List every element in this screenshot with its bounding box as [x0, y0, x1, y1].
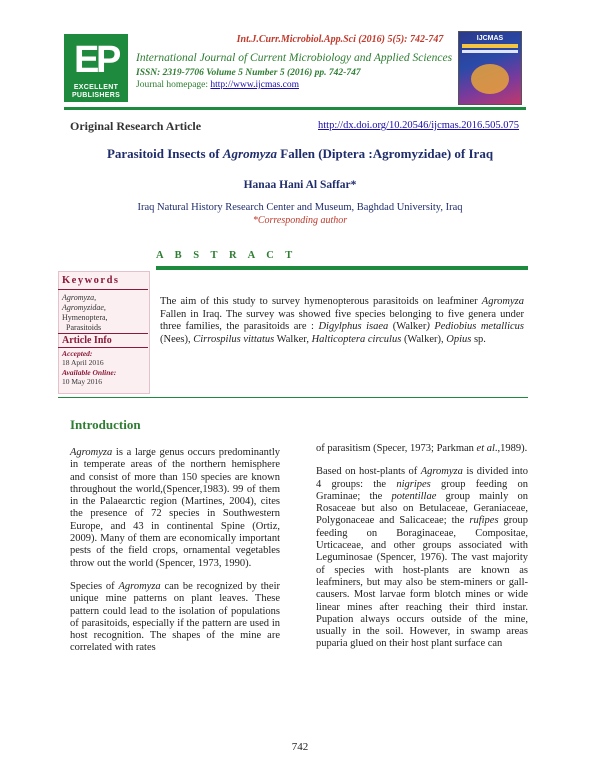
keyword-item: Agromyzidae, — [62, 303, 106, 312]
cover-label: IJCMAS — [476, 35, 504, 42]
cover-stripe-2 — [462, 50, 518, 53]
introduction-heading: Introduction — [70, 417, 141, 432]
article-type: Original Research Article — [70, 119, 202, 133]
abstract-heading: A B S T R A C T — [156, 250, 297, 261]
publisher-logo-caption: EXCELLENT PUBLISHERS — [71, 84, 121, 99]
body-column-right — [316, 443, 528, 662]
abstract-bottom-rule — [58, 397, 528, 398]
article-info-divider-bottom — [58, 347, 148, 348]
logo-letter-p: P — [96, 39, 122, 81]
article-title: Parasitoid Insects of Agromyza Fallen (Diptera :Agromyzidae) of Iraq — [106, 146, 494, 161]
article-info-divider-top — [58, 333, 148, 334]
keywords-list — [62, 293, 146, 333]
corresponding-author: *Corresponding author — [252, 215, 348, 226]
keyword-item: Hymenoptera, — [62, 313, 108, 322]
page-number: 742 — [291, 741, 309, 753]
article-info-heading: Article Info — [62, 335, 112, 346]
journal-homepage: Journal homepage: http://www.ijcmas.com — [136, 80, 299, 90]
cover-stripe — [462, 44, 518, 48]
abstract-text: The aim of this study to survey hymenopterous parasitoids on leafminer Agromyza Fallen in Iraq. The survey was showed five species belonging to five genera under three families, the parasitoids are : Digylphus isaea (Walker) Pediobius metallicus (Nees), Cirrospilus vittatus Walker, Halticoptera circulus (Walker), Opius sp. — [160, 296, 524, 345]
abstract-rule — [156, 266, 528, 270]
publisher-logo — [64, 34, 128, 102]
homepage-link[interactable]: http://www.ijcmas.com — [210, 80, 299, 90]
article-info-dates — [62, 349, 146, 387]
keywords-divider — [58, 289, 148, 290]
author-name: Hanaa Hani Al Saffar* — [243, 179, 357, 191]
keyword-item: Parasitoids — [66, 323, 102, 332]
body-column-left — [70, 447, 280, 666]
paragraph: Agromyza is a large genus occurs predominantly in temperate areas of the northern hemisphere and consist of more than 150 species are known throughout the world,(Spencer,1983). 99 of them in the Palaearctic region (Martines, 2004), cites the presence of 72 species in Southwestern Europe, and 43 in continental Spine (Ortiz, 2009). Many of them are economically important pests of the field crops, ornamental vegetables throw out the world (Spencer, 1973, 1990). — [70, 447, 280, 569]
journal-reference: Int.J.Curr.Microbiol.App.Sci (2016) 5(5): 742-747 — [236, 34, 444, 45]
keyword-item: Agromyza, — [62, 293, 97, 302]
keywords-heading: Keywords — [62, 275, 120, 286]
author-affiliation: Iraq Natural History Research Center and Museum, Baghdad University, Iraq — [137, 202, 463, 213]
paragraph: of parasitism (Specer, 1973; Parkman et al.,1989). — [316, 443, 528, 454]
header-rule — [64, 107, 526, 110]
paragraph: Based on host-plants of Agromyza is divided into 4 groups: the nigripes group feeding on Graminae; the potentillae group mainly on Rosaceae but also on Betulaceae, Geraniaceae, Polygonaceae and Salicaceae; the rufipes group feeding on Boraginaceae, Compositae, Urticaceae, and other groups associated with Leguminosae (Spencer, 1976). The vast majority of species with host-plants are known as leafminers, but may also be stem-miners or gall-causers. Most larvae form blotch mines or wide linear mines after reaching their third instar. Pupation always occurs outside of the mine, usually in the soil. However, in swamp areas puparia glued on their host plant surface can — [316, 466, 529, 650]
accepted-label: Accepted: — [62, 349, 93, 358]
online-date: 10 May 2016 — [62, 377, 102, 387]
journal-title: International Journal of Current Microbiology and Applied Sciences — [136, 52, 453, 64]
online-label: Available Online: — [62, 367, 117, 377]
paragraph: Species of Agromyza can be recognized by their unique mine patterns on plant leaves. These pattern could lead to the isolation of populations of parasitoids, especially if the pattern are used in host recognition. The shapes of the mine are correlated with rates — [70, 580, 280, 654]
journal-cover-image — [458, 31, 522, 105]
doi-link[interactable]: http://dx.doi.org/10.20546/ijcmas.2016.505.075 — [318, 120, 520, 131]
cover-graphic — [471, 64, 509, 94]
accepted-date: 18 April 2016 — [62, 358, 104, 368]
publisher-logo-mark — [74, 36, 122, 84]
logo-letter-e: E — [74, 39, 100, 81]
journal-issn: ISSN: 2319-7706 Volume 5 Number 5 (2016) pp. 742-747 — [136, 68, 361, 78]
